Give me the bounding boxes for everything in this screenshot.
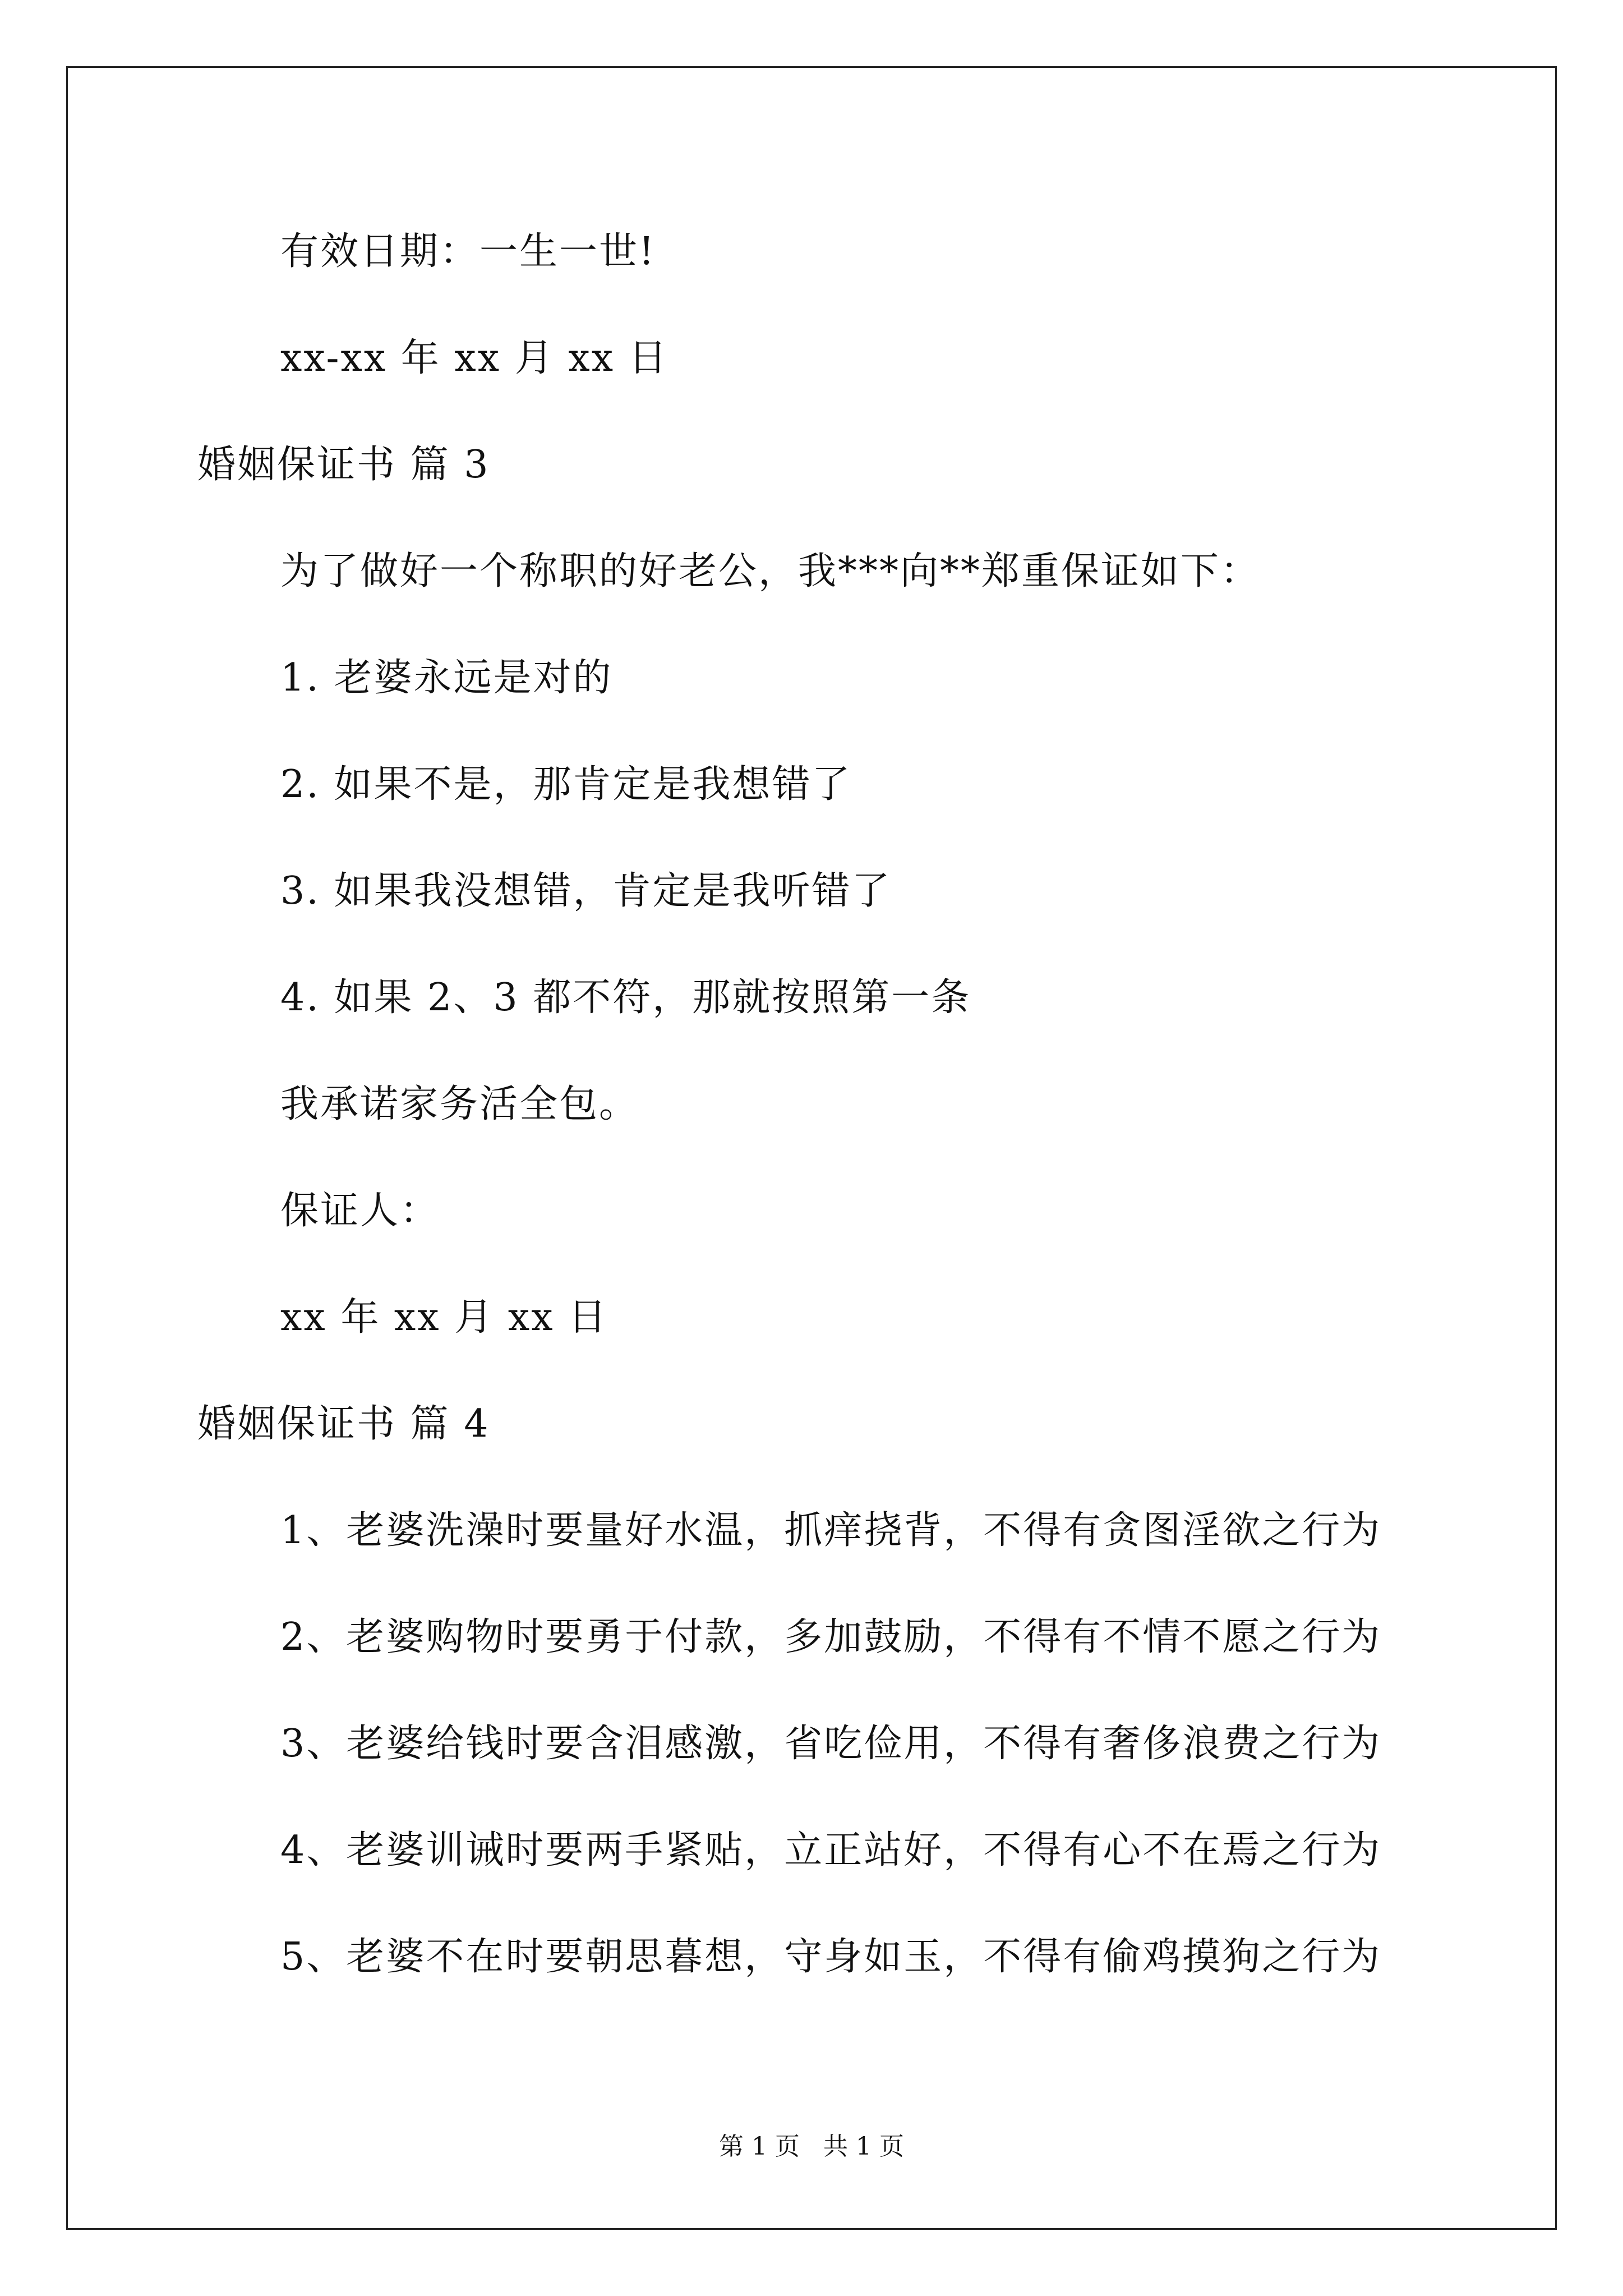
list-item: 2. 如果不是，那肯定是我想错了 [280, 762, 852, 807]
rule-item: 3、老婆给钱时要含泪感激，省吃俭用，不得有奢侈浪费之行为 [280, 1722, 1382, 1766]
date-line: xx-xx 年 xx 月 xx 日 [280, 336, 668, 380]
rule-item: 2、老婆购物时要勇于付款，多加鼓励，不得有不情不愿之行为 [280, 1615, 1382, 1659]
list-item: 4. 如果 2、3 都不符，那就按照第一条 [280, 976, 971, 1020]
intro-paragraph: 为了做好一个称职的好老公，我***向**郑重保证如下： [280, 549, 1261, 593]
list-item: 1. 老婆永远是对的 [280, 656, 613, 700]
validity-line: 有效日期：一生一世! [280, 229, 656, 274]
signature-date: xx 年 xx 月 xx 日 [280, 1295, 608, 1340]
list-item: 3. 如果我没想错，肯定是我听错了 [280, 869, 892, 913]
guarantor-label: 保证人： [280, 1189, 440, 1233]
rule-item: 1、老婆洗澡时要量好水温，抓痒挠背，不得有贪图淫欲之行为 [280, 1508, 1382, 1553]
section-heading-4: 婚姻保证书 篇 4 [197, 1402, 490, 1446]
page-number-footer: 第 1 页 共 1 页 [719, 2132, 904, 2161]
section-heading-3: 婚姻保证书 篇 3 [197, 443, 490, 487]
rule-item: 4、老婆训诫时要两手紧贴，立正站好，不得有心不在焉之行为 [280, 1828, 1382, 1872]
promise-paragraph: 我承诺家务活全包。 [280, 1082, 639, 1126]
rule-item: 5、老婆不在时要朝思暮想，守身如玉，不得有偷鸡摸狗之行为 [280, 1935, 1382, 1979]
page-border [66, 66, 1557, 2230]
